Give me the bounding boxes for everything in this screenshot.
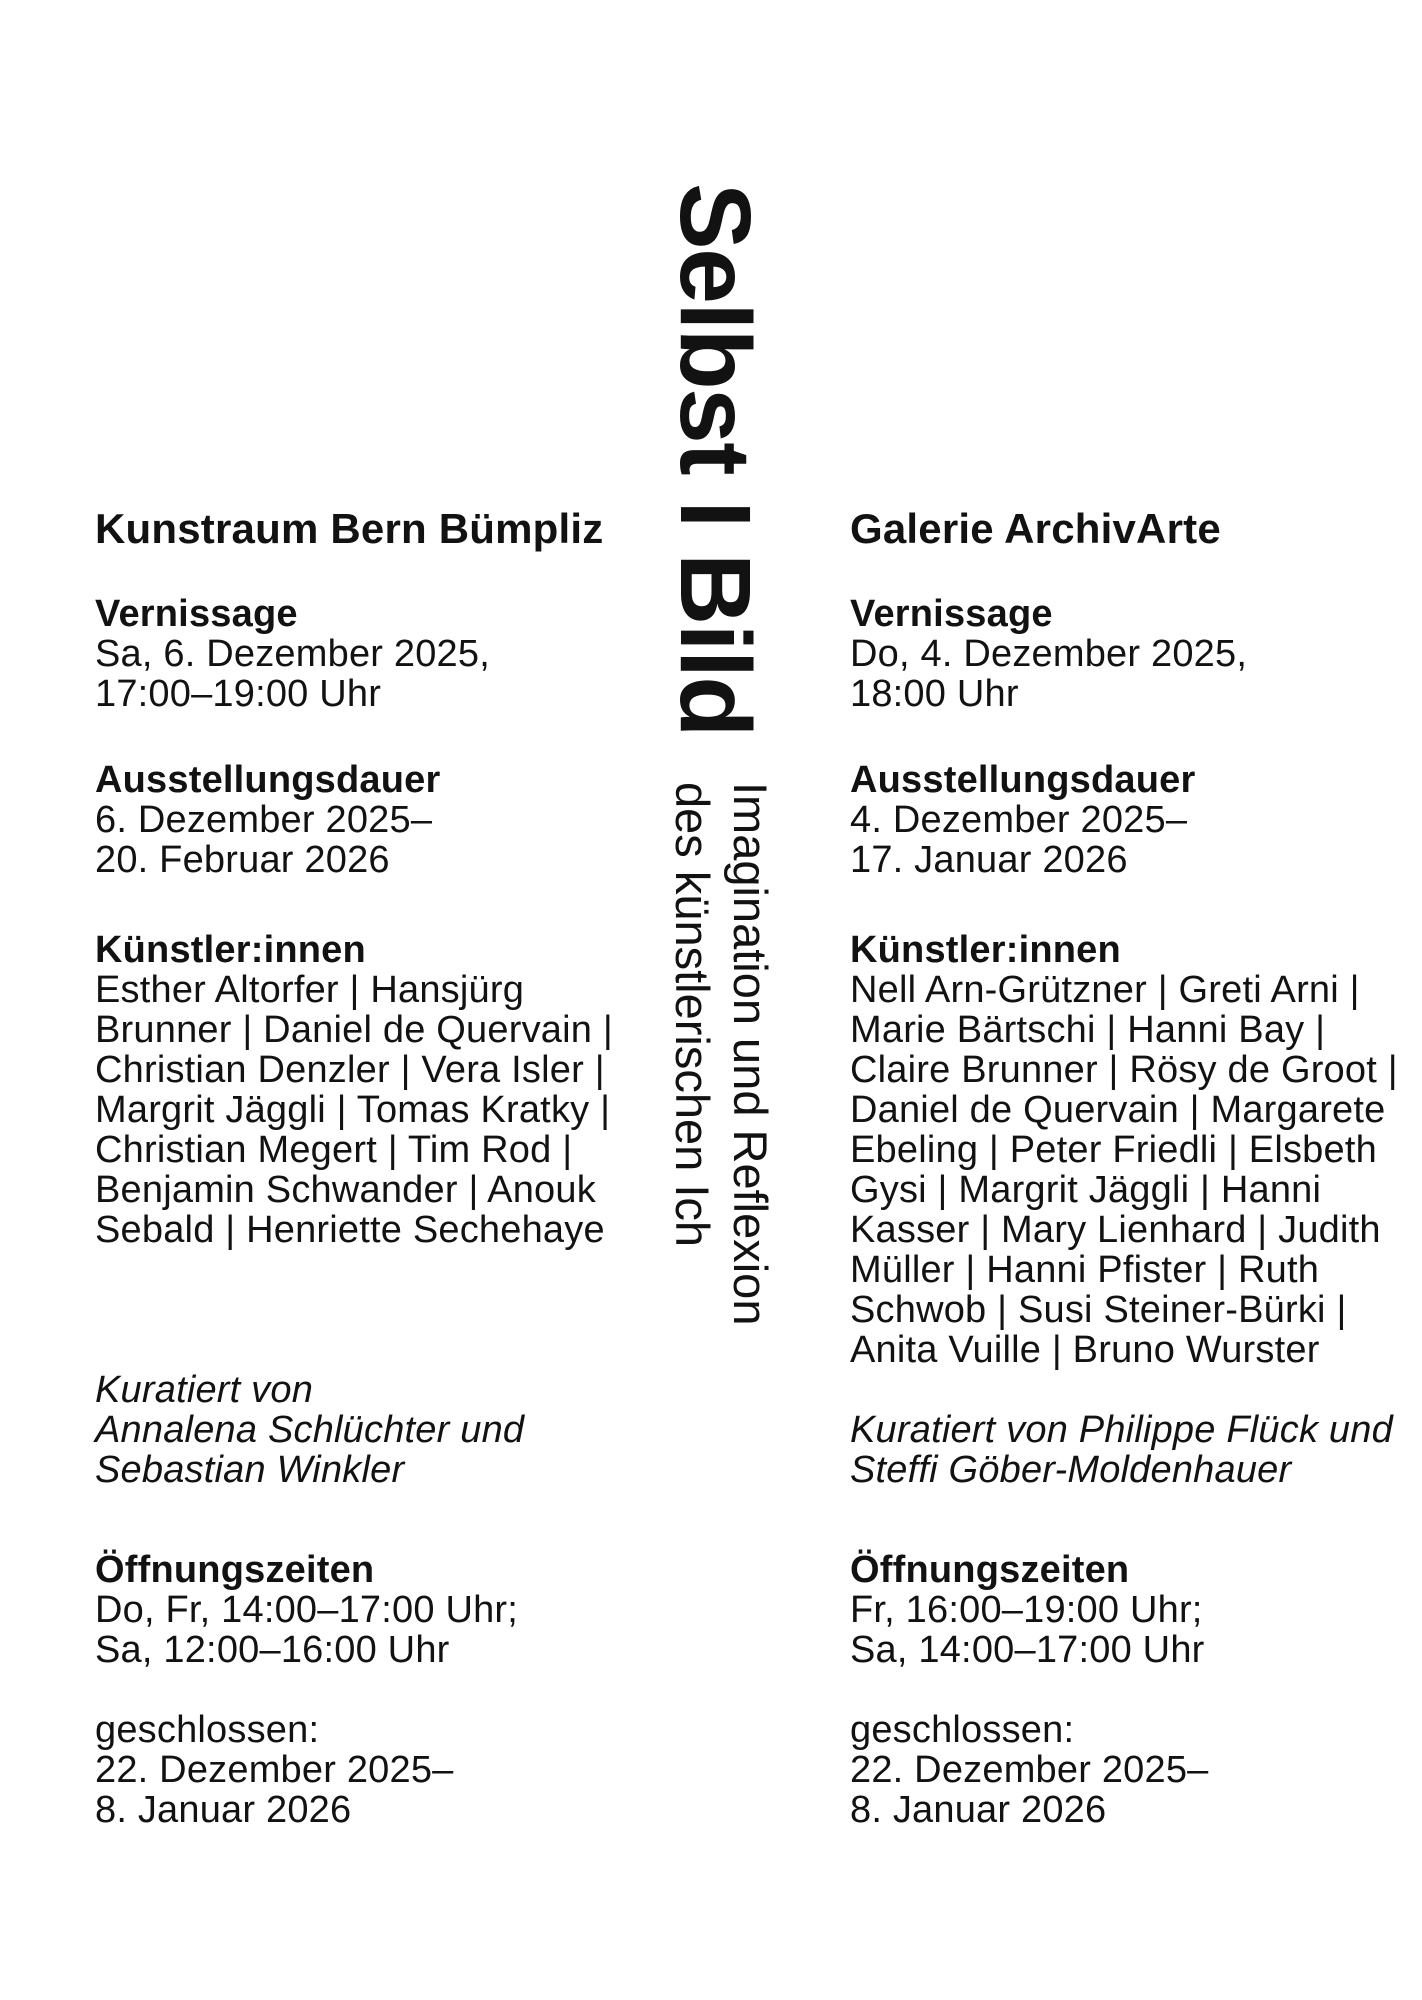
artist-line: Claire Brunner | Rösy de Groot | — [850, 1049, 1398, 1091]
artist-line: Ebeling | Peter Friedli | Elsbeth — [850, 1129, 1377, 1171]
hours-section-right — [850, 1550, 1205, 1670]
artist-line: Sebald | Henriette Sechehaye — [95, 1209, 605, 1251]
artist-line: Schwob | Susi Steiner-Bürki | — [850, 1289, 1347, 1331]
duration-section-right — [850, 760, 1195, 880]
vernissage-label: Vernissage — [95, 593, 298, 635]
artist-line: Esther Altorfer | Hansjürg — [95, 969, 525, 1011]
exhibition-title: Selbst I Bild — [659, 183, 771, 736]
hours-line: Do, Fr, 14:00–17:00 Uhr; — [95, 1589, 519, 1631]
artists-section-left — [95, 930, 613, 1250]
curator-line: Kuratiert von — [95, 1369, 314, 1411]
artists-label: Künstler:innen — [95, 929, 366, 971]
hours-label: Öffnungszeiten — [95, 1549, 375, 1591]
vernissage-line: 17:00–19:00 Uhr — [95, 673, 382, 715]
venue-name-right: Galerie ArchivArte — [850, 505, 1221, 552]
hours-line: Fr, 16:00–19:00 Uhr; — [850, 1589, 1203, 1631]
artists-section-right — [850, 930, 1398, 1370]
curator-line: Kuratiert von Philippe Flück und — [850, 1409, 1393, 1451]
curator-section-left — [95, 1370, 524, 1490]
curator-line: Annalena Schlüchter und — [95, 1409, 525, 1451]
closed-line: geschlossen: — [95, 1709, 320, 1751]
vernissage-section-right — [850, 594, 1247, 714]
artists-label: Künstler:innen — [850, 929, 1121, 971]
curator-section-right — [850, 1410, 1393, 1490]
hours-line: Sa, 12:00–16:00 Uhr — [95, 1629, 450, 1671]
duration-line: 4. Dezember 2025– — [850, 799, 1188, 841]
artist-line: Gysi | Margrit Jäggli | Hanni — [850, 1169, 1322, 1211]
closed-line: 22. Dezember 2025– — [850, 1749, 1209, 1791]
vernissage-line: Do, 4. Dezember 2025, — [850, 633, 1248, 675]
closed-section-right — [850, 1710, 1209, 1830]
closed-section-left — [95, 1710, 454, 1830]
artist-line: Brunner | Daniel de Quervain | — [95, 1009, 613, 1051]
curator-line: Sebastian Winkler — [95, 1449, 405, 1491]
closed-line: 8. Januar 2026 — [850, 1789, 1107, 1831]
artist-line: Daniel de Quervain | Margarete — [850, 1089, 1386, 1131]
hours-line: Sa, 14:00–17:00 Uhr — [850, 1629, 1205, 1671]
artist-line: Benjamin Schwander | Anouk — [95, 1169, 596, 1211]
artist-line: Marie Bärtschi | Hanni Bay | — [850, 1009, 1326, 1051]
hours-label: Öffnungszeiten — [850, 1549, 1130, 1591]
artist-line: Christian Denzler | Vera Isler | — [95, 1049, 605, 1091]
duration-line: 6. Dezember 2025– — [95, 799, 433, 841]
vernissage-section-left — [95, 594, 490, 714]
duration-line: 17. Januar 2026 — [850, 839, 1128, 881]
artist-line: Anita Vuille | Bruno Wurster — [850, 1329, 1320, 1371]
artist-line: Kasser | Mary Lienhard | Judith — [850, 1209, 1381, 1251]
exhibition-subtitle — [663, 782, 779, 1325]
vernissage-label: Vernissage — [850, 593, 1053, 635]
duration-section-left — [95, 760, 440, 880]
closed-line: 8. Januar 2026 — [95, 1789, 352, 1831]
duration-label: Ausstellungsdauer — [850, 759, 1196, 801]
exhibition-subtitle-line: des künstlerischen Ich — [666, 782, 719, 1248]
vernissage-line: Sa, 6. Dezember 2025, — [95, 633, 490, 675]
artist-line: Nell Arn-Grützner | Greti Arni | — [850, 969, 1360, 1011]
artist-line: Christian Megert | Tim Rod | — [95, 1129, 573, 1171]
artist-line: Margrit Jäggli | Tomas Kratky | — [95, 1089, 611, 1131]
duration-label: Ausstellungsdauer — [95, 759, 441, 801]
venue-name-left: Kunstraum Bern Bümpliz — [95, 505, 604, 552]
vernissage-line: 18:00 Uhr — [850, 673, 1019, 715]
hours-section-left — [95, 1550, 518, 1670]
curator-line: Steffi Göber-Moldenhauer — [850, 1449, 1292, 1491]
closed-line: 22. Dezember 2025– — [95, 1749, 454, 1791]
closed-line: geschlossen: — [850, 1709, 1075, 1751]
artist-line: Müller | Hanni Pfister | Ruth — [850, 1249, 1320, 1291]
duration-line: 20. Februar 2026 — [95, 839, 390, 881]
exhibition-subtitle-line: Imagination und Reflexion — [724, 782, 777, 1326]
